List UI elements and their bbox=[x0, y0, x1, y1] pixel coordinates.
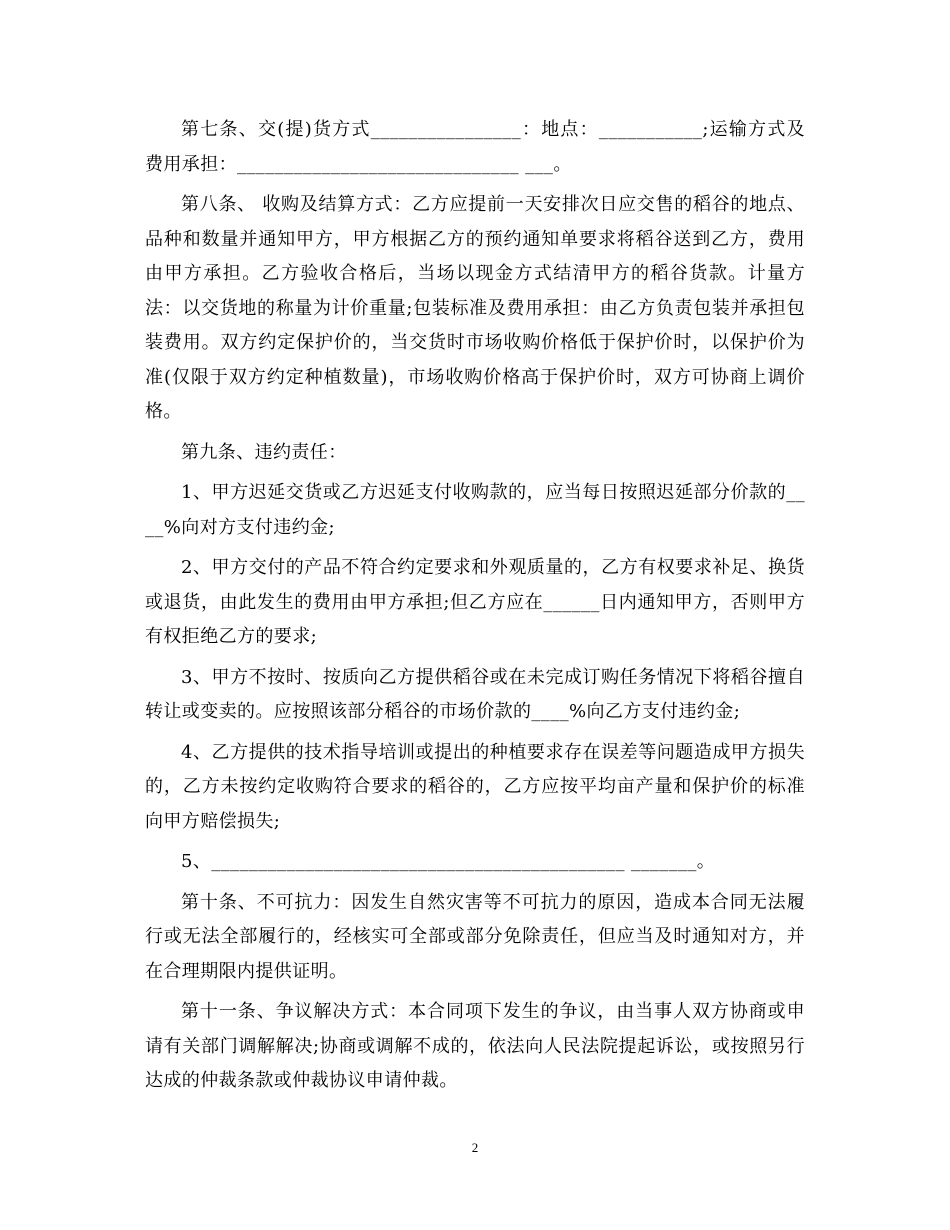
page-number: 2 bbox=[471, 1140, 479, 1155]
article-9-clause-1: 1、甲方迟延交货或乙方迟延支付收购款的，应当每日按照迟延部分价款的____%向对方支付违约金; bbox=[145, 482, 805, 538]
article-9-clause-3: 3、甲方不按时、按质向乙方提供稻谷或在未完成订购任务情况下将稻谷擅自转让或变卖的。应按照该部分稻谷的市场价款的____%向乙方支付违约金; bbox=[145, 666, 805, 722]
article-9-clause-5: 5、____________________________________________ _______。 bbox=[181, 851, 716, 872]
article-9-heading: 第九条、违约责任： bbox=[181, 441, 347, 463]
document-body bbox=[145, 113, 805, 1105]
article-9-clause-2: 2、甲方交付的产品不符合约定要求和外观质量的，乙方有权要求补足、换货或退货，由此发生的费用由甲方承担;但乙方应在______日内通知甲方，否则甲方有权拒绝乙方的要求; bbox=[145, 557, 805, 647]
article-11-paragraph: 第十一条、争议解决方式：本合同项下发生的争议，由当事人双方协商或申请有关部门调解解决;协商或调解不成的，依法向人民法院提起诉讼，或按照另行达成的仲裁条款或仲裁协议申请仲裁。 bbox=[145, 1001, 805, 1091]
article-10-paragraph: 第十条、不可抗力：因发生自然灾害等不可抗力的原因，造成本合同无法履行或无法全部履行的，经核实可全部或部分免除责任，但应当及时通知对方，并在合理期限内提供证明。 bbox=[145, 891, 805, 982]
article-9-clause-4: 4、乙方提供的技术指导培训或提出的种植要求存在误差等问题造成甲方损失的，乙方未按约定收购符合要求的稻谷的，乙方应按平均亩产量和保护价的标准向甲方赔偿损失; bbox=[145, 741, 805, 832]
article-7-paragraph: 第七条、交(提)货方式________________：地点：___________;运输方式及费用承担：______________________________ ___。 bbox=[145, 119, 805, 175]
article-8-paragraph: 第八条、 收购及结算方式：乙方应提前一天安排次日应交售的稻谷的地点、品种和数量并通知甲方，甲方根据乙方的预约通知单要求将稻谷送到乙方，费用由甲方承担。乙方验收合格后，当场以现金方式结清甲方的稻谷货款。计量方法：以交货地的称量为计价重量;包装标准及费用承担：由乙方负责包装并承担包装费用。双方约定保护价的，当交货时市场收购价格低于保护价时，以保护价为准(仅限于双方约定种植数量)，市场收购价格高于保护价时，双方可协商上调价格。 bbox=[145, 194, 805, 422]
